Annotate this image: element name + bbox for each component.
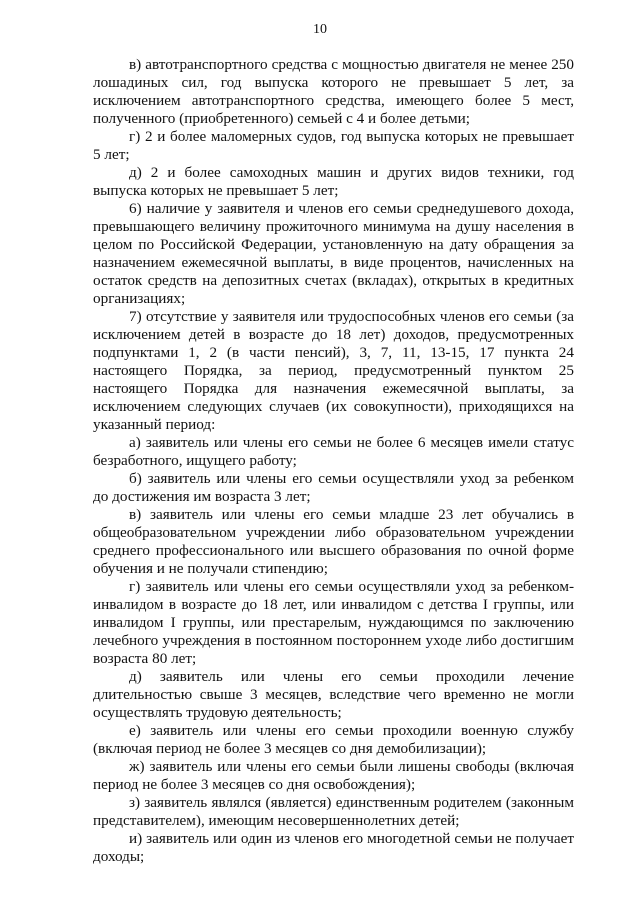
paragraph-i-large-family: и) заявитель или один из членов его многодетной семьи не получает доходы;: [93, 830, 574, 865]
paragraph-z-single-parent: з) заявитель являлся (является) единственным родителем (законным представителем), имеющим несовершеннолетних детей;: [93, 794, 574, 829]
paragraph-g-boats: г) 2 и более маломерных судов, год выпуска которых не превышает 5 лет;: [93, 128, 574, 163]
paragraph-6-income: 6) наличие у заявителя и членов его семьи среднедушевого дохода, превышающего величину прожиточного минимума на душу населения в целом по Российской Федерации, установленную на дату обращения за назначением ежемесячной выплаты, в виде процентов, начисленных на остаток средств на депозитных счетах (вкладах), открытых в кредитных организациях;: [93, 200, 574, 307]
paragraph-a-unemployed: а) заявитель или члены его семьи не более 6 месяцев имели статус безработного, ищущего работу;: [93, 434, 574, 469]
paragraph-zh-prison: ж) заявитель или члены его семьи были лишены свободы (включая период не более 3 месяцев со дня освобождения);: [93, 758, 574, 793]
document-body: [93, 56, 574, 866]
paragraph-d-treatment: д) заявитель или члены его семьи проходили лечение длительностью свыше 3 месяцев, вследствие чего временно не могли осуществлять трудовую деятельность;: [93, 668, 574, 721]
paragraph-g-care: г) заявитель или члены его семьи осуществляли уход за ребенком-инвалидом в возрасте до 18 лет, или инвалидом с детства I группы, или инвалидом I группы, или престарелым, нуждающимся по заключению лечебного учреждения в постоянном постороннем уходе либо достигшим возраста 80 лет;: [93, 578, 574, 667]
paragraph-b-childcare: б) заявитель или члены его семьи осуществляли уход за ребенком до достижения им возраста 3 лет;: [93, 470, 574, 505]
paragraph-d-machines: д) 2 и более самоходных машин и других видов техники, год выпуска которых не превышает 5 лет;: [93, 164, 574, 199]
paragraph-v-vehicle: в) автотранспортного средства с мощностью двигателя не менее 250 лошадиных сил, год выпуска которого не превышает 5 лет, за исключением автотранспортного средства, имеющего более 5 мест, полученного (приобретенного) семьей с 4 и более детьми;: [93, 56, 574, 127]
paragraph-v-students: в) заявитель или члены его семьи младше 23 лет обучались в общеобразовательном учреждении либо образовательном учреждении среднего профессионального или высшего образования по очной форме обучения и не получали стипендию;: [93, 506, 574, 577]
paragraph-e-military: е) заявитель или члены его семьи проходили военную службу (включая период не более 3 месяцев со дня демобилизации);: [93, 722, 574, 757]
paragraph-7-absence: 7) отсутствие у заявителя или трудоспособных членов его семьи (за исключением детей в возрасте до 18 лет) доходов, предусмотренных подпунктами 1, 2 (в части пенсий), 3, 7, 11, 13-15, 17 пункта 24 настоящего Порядка, за период, предусмотренный пунктом 25 настоящего Порядка для назначения ежемесячной выплаты, за исключением следующих случаев (их совокупности), приходящихся на указанный период:: [93, 308, 574, 433]
page-number: 10: [313, 22, 327, 37]
